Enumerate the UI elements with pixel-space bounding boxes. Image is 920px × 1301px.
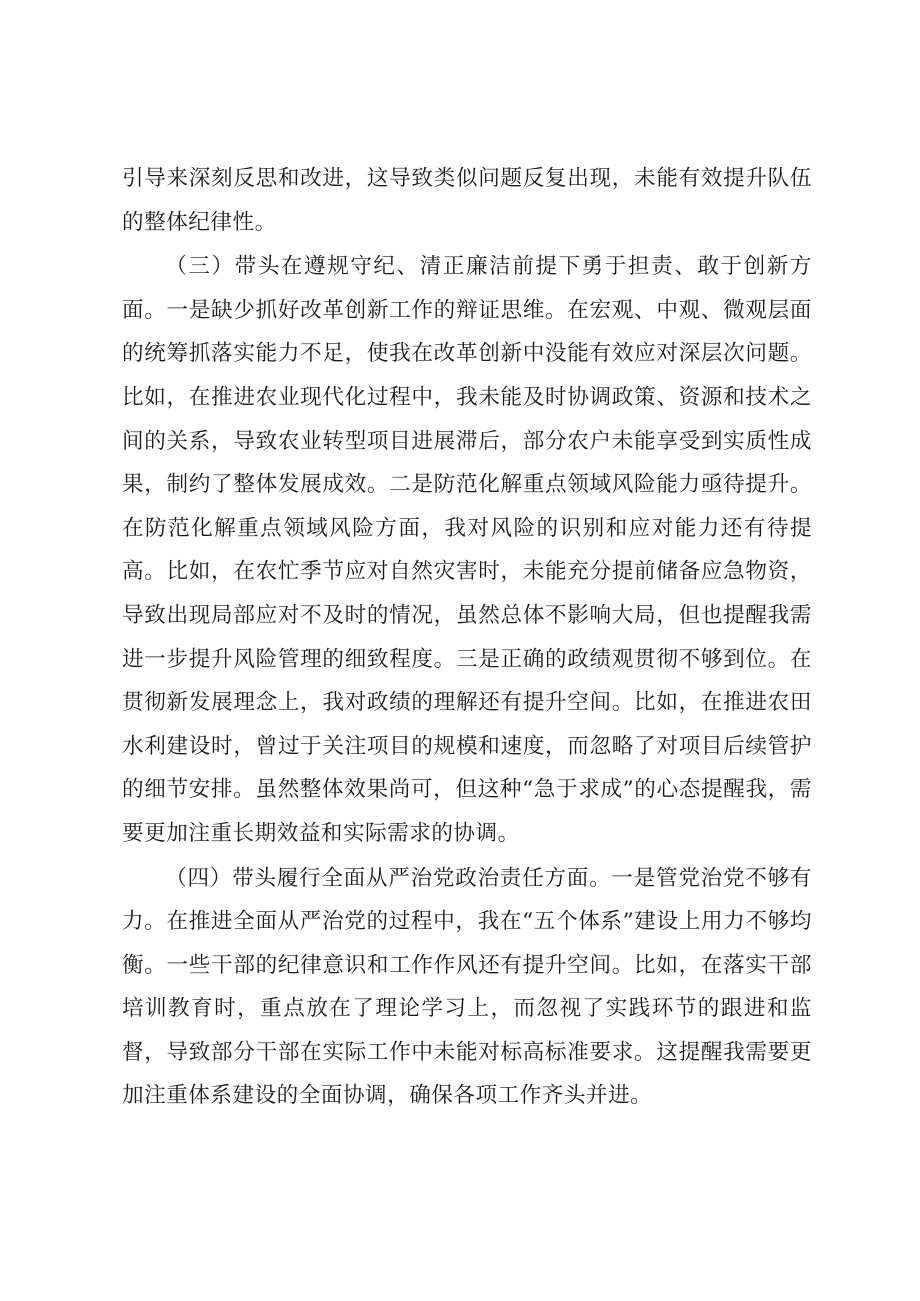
paragraph-section-three: （三）带头在遵规守纪、清正廉洁前提下勇于担责、敢于创新方面。一是缺少抓好改革创新工作的辩证思维。在宏观、中观、微观层面的统筹抓落实能力不足，使我在改革创新中没能有效应对深层次问题。比如，在推进农业现代化过程中，我未能及时协调政策、资源和技术之间的关系，导致农业转型项目进展滞后，部分农户未能享受到实质性成果，制约了整体发展成效。二是防范化解重点领域风险能力亟待提升。在防范化解重点领域风险方面，我对风险的识别和应对能力还有待提高。比如，在农忙季节应对自然灾害时，未能充分提前储备应急物资，导致出现局部应对不及时的情况，虽然总体不影响大局，但也提醒我需进一步提升风险管理的细致程度。三是正确的政绩观贯彻不够到位。在贯彻新发展理念上，我对政绩的理解还有提升空间。比如，在推进农田水利建设时，曾过于关注项目的规模和速度，而忽略了对项目后续管护的细节安排。虽然整体效果尚可，但这种“急于求成”的心态提醒我，需要更加注重长期效益和实际需求的协调。	[122, 254, 812, 846]
document-body	[122, 157, 812, 1119]
paragraph-section-four: （四）带头履行全面从严治党政治责任方面。一是管党治党不够有力。在推进全面从严治党的过程中，我在“五个体系”建设上用力不够均衡。一些干部的纪律意识和工作作风还有提升空间。比如，在落实干部培训教育时，重点放在了理论学习上，而忽视了实践环节的跟进和监督，导致部分干部在实际工作中未能对标高标准要求。这提醒我需要更加注重体系建设的全面协调，确保各项工作齐头并进。	[122, 865, 812, 1109]
paragraph-continuation: 引导来深刻反思和改进，这导致类似问题反复出现，未能有效提升队伍的整体纪律性。	[122, 166, 812, 235]
